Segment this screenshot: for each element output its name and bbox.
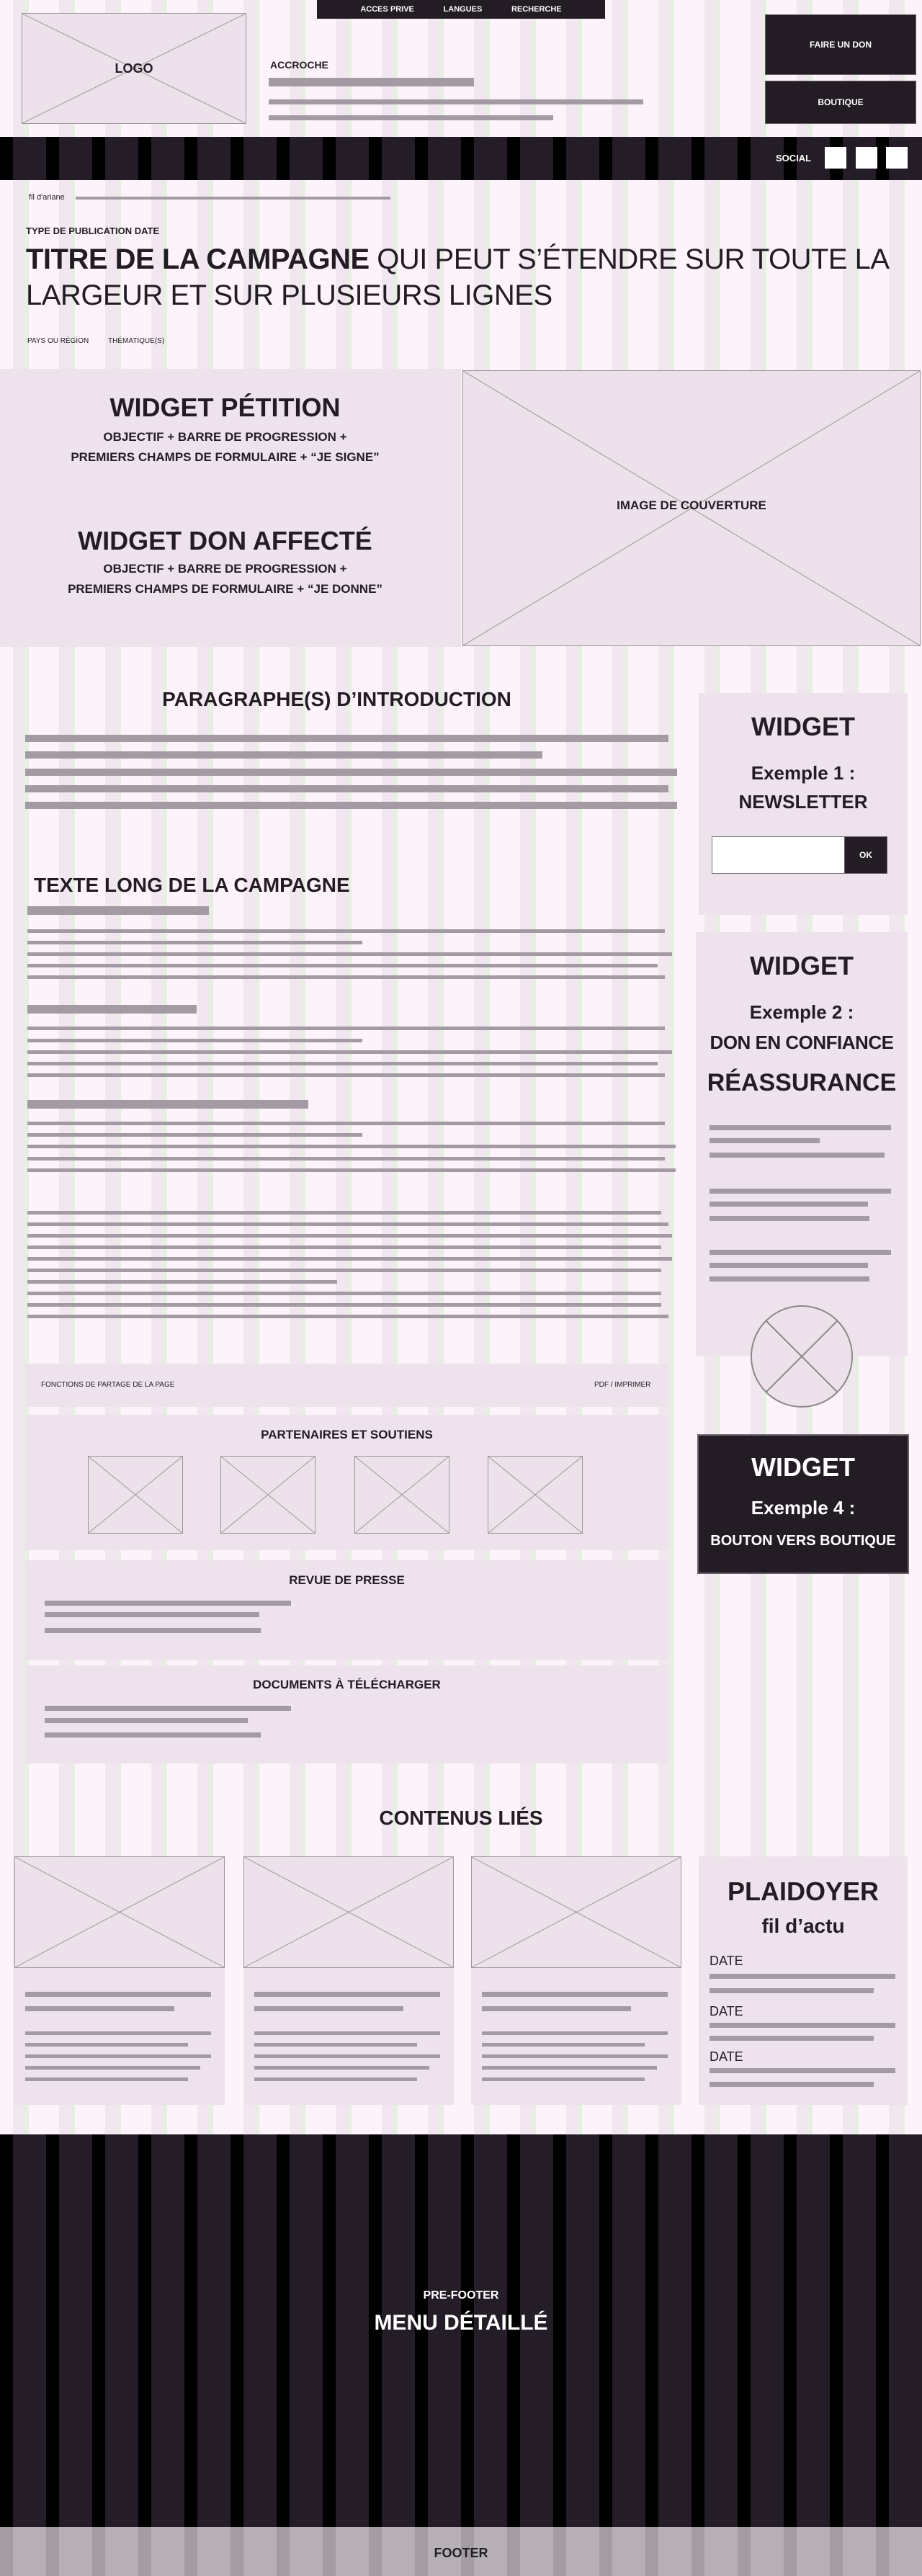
news-item-line[interactable] xyxy=(710,2036,874,2041)
related-card-text-line xyxy=(25,2054,211,2058)
widget4-example: Exemple 4 : xyxy=(751,1497,856,1519)
intro-text-line xyxy=(25,802,677,809)
press-item-line[interactable] xyxy=(45,1612,259,1617)
related-card-title-line xyxy=(482,1992,668,1997)
reassurance-text-line xyxy=(710,1189,891,1194)
related-card-text-line xyxy=(482,2031,668,2035)
subheading-bar xyxy=(27,1100,308,1109)
donation-widget-title: WIDGET DON AFFECTÉ xyxy=(78,526,372,555)
paragraph-line xyxy=(27,1062,658,1065)
newsletter-ok-button[interactable]: OK xyxy=(844,836,887,874)
reassurance-text-line xyxy=(710,1276,869,1282)
related-card-title-line xyxy=(254,1992,440,1997)
related-card-text-line xyxy=(482,2043,645,2047)
partner-logo-placeholder-icon xyxy=(89,1457,182,1533)
related-card-text-line xyxy=(482,2054,668,2058)
news-date: DATE xyxy=(710,2049,743,2064)
subheading-bar xyxy=(27,906,209,915)
page-title xyxy=(26,241,905,313)
paragraph-line xyxy=(27,952,672,956)
reassurance-text-line xyxy=(710,1153,885,1158)
press-item-line[interactable] xyxy=(45,1628,261,1633)
widget1-example: Exemple 1 : xyxy=(751,762,856,784)
paragraph-line xyxy=(27,975,665,979)
paragraph-line xyxy=(27,1303,661,1307)
social-icon-2[interactable] xyxy=(856,147,877,169)
paragraph-line xyxy=(27,1027,665,1030)
related-card-text-line xyxy=(254,2066,429,2070)
logo[interactable] xyxy=(22,13,246,124)
trust-label-icon xyxy=(749,1304,854,1409)
country-region-tag[interactable]: PAYS OU RÉGION xyxy=(27,337,89,345)
logo-label: LOGO xyxy=(115,61,153,76)
partner-logo[interactable] xyxy=(354,1456,449,1534)
reassurance-text-line xyxy=(710,1263,868,1268)
news-item-line[interactable] xyxy=(710,2082,874,2087)
documents-title: DOCUMENTS À TÉLÉCHARGER xyxy=(253,1678,441,1691)
widget1-title: WIDGET xyxy=(751,712,855,741)
related-card-text-line xyxy=(482,2066,657,2070)
partners-title: PARTENAIRES ET SOUTIENS xyxy=(261,1428,433,1441)
partner-logo-placeholder-icon xyxy=(488,1457,582,1533)
widget2-name: DON EN CONFIANCE xyxy=(710,1032,894,1053)
related-card-text-line xyxy=(25,2066,200,2070)
header-tagline: ACCROCHE xyxy=(270,59,328,71)
cover-image-label: IMAGE DE COUVERTURE xyxy=(617,498,766,512)
related-card-text-line xyxy=(25,2078,188,2081)
related-card-text-line xyxy=(254,2043,417,2047)
languages-link[interactable]: LANGUES xyxy=(443,5,483,14)
image-placeholder-icon xyxy=(15,1857,224,1967)
breadcrumb-bar xyxy=(76,197,390,200)
social-icon-1[interactable] xyxy=(825,147,846,169)
paragraph-line xyxy=(27,1039,362,1042)
cover-image xyxy=(462,370,921,646)
paragraph-line xyxy=(27,1280,337,1284)
social-label: SOCIAL xyxy=(776,153,812,164)
page-title-strong: TITRE DE LA CAMPAGNE xyxy=(26,243,370,275)
partner-logo[interactable] xyxy=(88,1456,183,1534)
intro-title: PARAGRAPHE(S) D’INTRODUCTION xyxy=(162,688,511,710)
prefooter-menu-title: MENU DÉTAILLÉ xyxy=(374,2311,548,2335)
related-card-image xyxy=(471,1856,681,1968)
paragraph-line xyxy=(27,1211,661,1215)
share-functions-link[interactable]: FONCTIONS DE PARTAGE DE LA PAGE xyxy=(41,1381,175,1389)
trust-donation-widget xyxy=(696,932,908,1356)
partner-logo[interactable] xyxy=(220,1456,315,1534)
donate-button[interactable]: FAIRE UN DON xyxy=(765,14,916,75)
advocacy-title: PLAIDOYER xyxy=(727,1877,880,1906)
partner-logo-placeholder-icon xyxy=(221,1457,315,1533)
widget2-subtitle: RÉASSURANCE xyxy=(707,1069,897,1096)
document-link-line[interactable] xyxy=(45,1732,261,1738)
tagline-text-bar xyxy=(269,78,474,86)
reassurance-text-line xyxy=(710,1250,891,1255)
related-card-text-line xyxy=(254,2031,440,2035)
private-access-link[interactable]: ACCES PRIVE xyxy=(360,5,414,14)
news-date: DATE xyxy=(710,1954,743,1968)
reassurance-text-line xyxy=(710,1216,869,1221)
intro-text-line xyxy=(25,735,668,742)
paragraph-line xyxy=(27,1257,672,1261)
news-item-line[interactable] xyxy=(710,2068,895,2073)
related-card-text-line xyxy=(254,2078,417,2081)
top-utility-nav xyxy=(317,0,605,19)
image-placeholder-icon xyxy=(244,1857,453,1967)
intro-text-line xyxy=(25,769,677,776)
paragraph-line xyxy=(27,1157,665,1160)
related-card-text-line xyxy=(482,2078,645,2081)
breadcrumb[interactable]: fil d'ariane xyxy=(29,193,65,202)
newsletter-email-input[interactable] xyxy=(712,836,846,874)
related-card-title-line xyxy=(25,2006,174,2011)
intro-text-line xyxy=(25,785,668,792)
news-date: DATE xyxy=(710,2004,743,2018)
shop-button[interactable]: BOUTIQUE xyxy=(765,81,916,124)
news-item-line[interactable] xyxy=(710,1988,874,1993)
press-item-line[interactable] xyxy=(45,1601,291,1606)
widget4-name: BOUTON VERS BOUTIQUE xyxy=(710,1533,896,1549)
pdf-print-link[interactable]: PDF / IMPRIMER xyxy=(594,1381,651,1389)
related-card-title-line xyxy=(482,2006,631,2011)
footer-label: FOOTER xyxy=(434,2546,488,2560)
press-review-title: REVUE DE PRESSE xyxy=(289,1573,405,1587)
reassurance-text-line xyxy=(710,1138,820,1143)
widget2-example: Exemple 2 : xyxy=(749,1001,854,1023)
social-icon-3[interactable] xyxy=(886,147,908,169)
related-card-text-line xyxy=(25,2043,188,2047)
search-link[interactable]: RECHERCHE xyxy=(511,5,562,14)
related-card-text-line xyxy=(254,2054,440,2058)
theme-tag[interactable]: THÉMATIQUE(S) xyxy=(108,337,165,345)
image-placeholder-icon xyxy=(472,1857,681,1967)
paragraph-line xyxy=(27,1269,661,1272)
publication-meta: TYPE DE PUBLICATION DATE xyxy=(26,225,160,236)
partner-logo-placeholder-icon xyxy=(355,1457,449,1533)
paragraph-line xyxy=(27,1315,668,1318)
related-card-title-line xyxy=(254,2006,403,2011)
reassurance-text-line xyxy=(710,1202,868,1207)
news-item-line[interactable] xyxy=(710,1974,895,1979)
paragraph-line xyxy=(27,1245,661,1249)
paragraph-line xyxy=(27,1292,661,1295)
partner-logo[interactable] xyxy=(488,1456,583,1534)
long-text-title: TEXTE LONG DE LA CAMPAGNE xyxy=(34,874,350,896)
petition-widget-title: WIDGET PÉTITION xyxy=(109,393,341,422)
document-link-line[interactable] xyxy=(45,1706,291,1711)
related-card-image xyxy=(243,1856,454,1968)
petition-widget-line: OBJECTIF + BARRE DE PROGRESSION + xyxy=(103,430,347,444)
prefooter-label: PRE-FOOTER xyxy=(423,2289,499,2302)
donation-widget-line: OBJECTIF + BARRE DE PROGRESSION + xyxy=(103,562,347,576)
donation-widget-line: PREMIERS CHAMPS DE FORMULAIRE + “JE DONNE” xyxy=(68,582,382,596)
news-item-line[interactable] xyxy=(710,2023,895,2028)
tagline-text-line xyxy=(269,99,643,104)
paragraph-line xyxy=(27,1168,676,1172)
petition-widget-line: PREMIERS CHAMPS DE FORMULAIRE + “JE SIGNE” xyxy=(71,450,380,464)
widget1-name: NEWSLETTER xyxy=(738,791,868,813)
paragraph-line xyxy=(27,1050,672,1054)
paragraph-line xyxy=(27,1122,665,1125)
intro-text-line xyxy=(25,751,542,759)
page-title-rest: QUI PEUT S’ÉTENDRE SUR TOUTE LA LARGEUR ET SUR PLUSIEURS LIGNES xyxy=(26,243,888,311)
paragraph-line xyxy=(27,941,362,944)
paragraph-line xyxy=(27,1234,672,1238)
paragraph-line xyxy=(27,1222,668,1226)
document-link-line[interactable] xyxy=(45,1718,248,1723)
widget4-title: WIDGET xyxy=(751,1452,855,1482)
subheading-bar xyxy=(27,1005,197,1014)
paragraph-line xyxy=(27,1133,362,1137)
related-card-title-line xyxy=(25,1992,211,1997)
tagline-text-line xyxy=(269,115,553,120)
paragraph-line xyxy=(27,964,658,967)
related-card-text-line xyxy=(25,2031,211,2035)
widget2-title: WIDGET xyxy=(750,951,854,980)
paragraph-line xyxy=(27,1145,676,1148)
related-content-title: CONTENUS LIÉS xyxy=(379,1807,543,1829)
paragraph-line xyxy=(27,929,665,933)
paragraph-line xyxy=(27,1073,665,1077)
advocacy-subtitle: fil d’actu xyxy=(761,1915,845,1937)
related-card-image xyxy=(14,1856,225,1968)
reassurance-text-line xyxy=(710,1125,891,1130)
